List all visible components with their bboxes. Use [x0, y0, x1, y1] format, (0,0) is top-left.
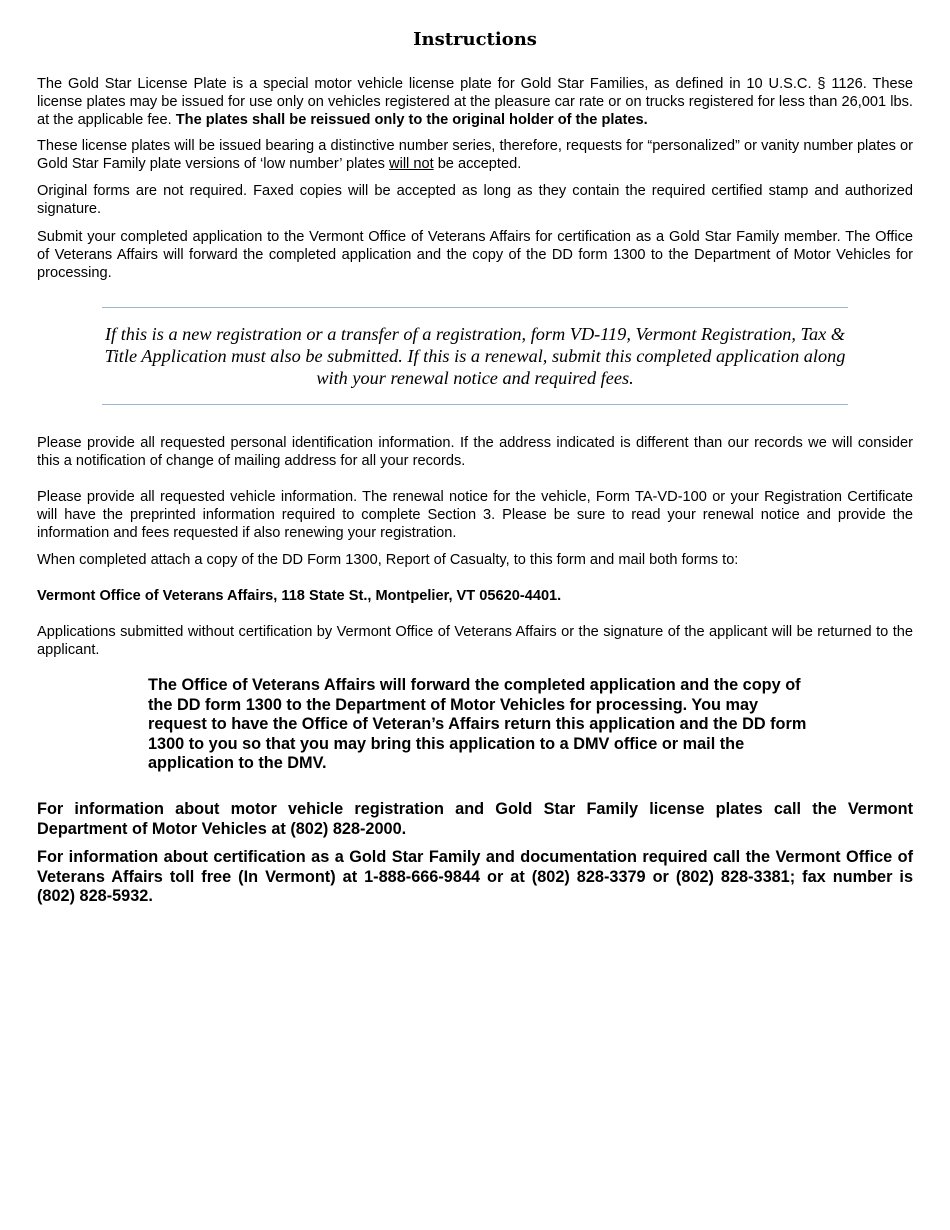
number-series-paragraph	[37, 137, 913, 173]
vehicle-info-paragraph: Please provide all requested vehicle information. The renewal notice for the vehicle, Form TA-VD-100 or your Registration Certificate will have the preprinted information required to complete Section 3. Please be sure to read your renewal notice and provide the information and fees requested if also renewing your registration.	[37, 489, 913, 541]
veterans-contact-info: For information about certification as a Gold Star Family and documentation required call the Vermont Office of Veterans Affairs toll free (In Vermont) at 1-888-666-9844 or at (802) 828-3379 or (802) 828-3381; fax number is (802) 828-5932.	[37, 848, 913, 905]
quote-bottom-rule	[102, 404, 848, 405]
number-series-text: These license plates will be issued bearing a distinctive number series, therefore, requests for “personalized” or vanity number plates or Gold Star Family plate versions of ‘low number’ plates	[37, 138, 913, 172]
intro-paragraph	[37, 75, 913, 129]
page-title: Instructions	[413, 29, 537, 50]
submit-paragraph: Submit your completed application to the Vermont Office of Veterans Affairs for certification as a Gold Star Family member. The Office of Veterans Affairs will forward the completed application and the copy of the DD form 1300 to the Department of Motor Vehicles for processing.	[37, 229, 913, 281]
attach-form-paragraph: When completed attach a copy of the DD Form 1300, Report of Casualty, to this form and mail both forms to:	[37, 552, 739, 568]
dmv-contact-info: For information about motor vehicle registration and Gold Star Family license plates call the Vermont Department of Motor Vehicles at (802) 828-2000.	[37, 800, 913, 838]
mailing-address: Vermont Office of Veterans Affairs, 118 State St., Montpelier, VT 05620-4401.	[37, 588, 562, 604]
personal-info-paragraph: Please provide all requested personal identification information. If the address indicated is different than our records we will consider this a notification of change of mailing address for all your records.	[37, 435, 913, 469]
quote-top-rule	[102, 307, 848, 308]
intro-bold-text: The plates shall be reissued only to the original holder of the plates.	[175, 112, 648, 128]
original-forms-paragraph: Original forms are not required. Faxed copies will be accepted as long as they contain the required certified stamp and authorized signature.	[37, 183, 913, 217]
forwarding-note: The Office of Veterans Affairs will forward the completed application and the copy of the DD form 1300 to the Department of Motor Vehicles for processing. You may request to have the Office of Veteran’s Affairs return this application and the DD form 1300 to you so that you may bring this application to a DMV office or mail the application to the DMV.	[148, 676, 807, 772]
intro-text: The Gold Star License Plate is a special motor vehicle license plate for Gold Star Families, as defined in 10 U.S.C. § 1126. These license plates may be issued for use only on vehicles registered at the pleasure car rate or on trucks registered for less than 26,001 lbs. at the applicable fee.	[37, 76, 913, 128]
will-not-underlined: will not	[389, 156, 434, 172]
registration-note-quote: If this is a new registration or a transfer of a registration, form VD-119, Vermont Registration, Tax & Title Application must also be submitted. If this is a renewal, submit this completed application along with your renewal notice and required fees.	[104, 324, 846, 388]
returned-applications-paragraph: Applications submitted without certification by Vermont Office of Veterans Affairs or the signature of the applicant will be returned to the applicant.	[37, 624, 913, 658]
number-series-end: be accepted.	[433, 156, 522, 172]
